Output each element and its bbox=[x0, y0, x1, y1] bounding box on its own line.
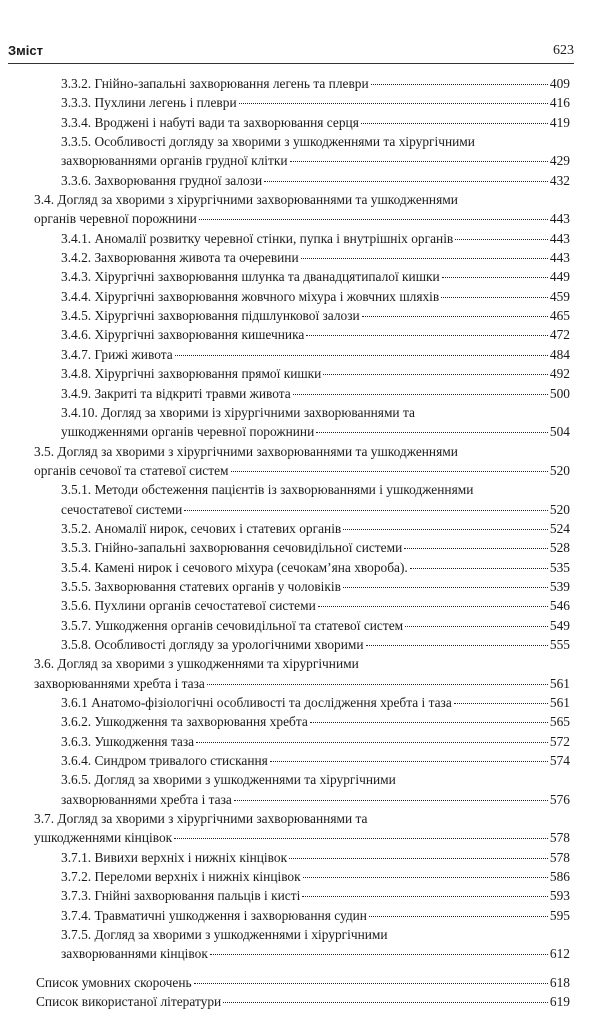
toc-entry[interactable] bbox=[61, 480, 570, 519]
toc-entry-text: 3.5.7. Ушкодження органів сечовидільної та статевої систем bbox=[61, 617, 404, 633]
toc-entry-text: 3.5.2. Аномалії нирок, сечових і статевих органів bbox=[61, 520, 342, 536]
toc-entry-row bbox=[61, 538, 570, 557]
toc-page-number: 549 bbox=[549, 617, 570, 633]
toc-entry[interactable] bbox=[61, 906, 570, 925]
toc-entry-text: 3.4.8. Хірургічні захворювання прямої кишки bbox=[61, 366, 322, 382]
toc-entry-row bbox=[61, 867, 570, 886]
toc-entry-row bbox=[61, 596, 570, 615]
toc-page-number: 492 bbox=[549, 366, 570, 382]
dot-leader bbox=[441, 297, 548, 298]
toc-entry[interactable] bbox=[61, 403, 570, 442]
toc-entry-text: захворюваннями хребта і таза bbox=[61, 791, 232, 807]
toc-entry-row bbox=[61, 848, 570, 867]
dot-leader bbox=[343, 587, 548, 588]
table-of-contents bbox=[0, 74, 600, 1012]
toc-entry-text: 3.5.8. Особливості догляду за урологічними хворими bbox=[61, 636, 364, 652]
toc-entry-text: 3.7.2. Переломи верхніх і нижніх кінцівок bbox=[61, 869, 301, 885]
toc-entry[interactable] bbox=[61, 93, 570, 112]
toc-entry-row bbox=[61, 422, 570, 441]
dot-leader bbox=[289, 858, 548, 859]
toc-entry-text: органів черевної порожнини bbox=[34, 211, 197, 227]
toc-page-number: 504 bbox=[549, 424, 570, 440]
dot-leader bbox=[310, 722, 548, 723]
dot-leader bbox=[455, 239, 548, 240]
toc-page-number: 578 bbox=[549, 830, 570, 846]
toc-entry[interactable] bbox=[61, 132, 570, 171]
toc-entry-text: 3.4.3. Хірургічні захворювання шлунка та дванадцятипалої кишки bbox=[61, 269, 440, 285]
toc-page-number: 472 bbox=[549, 327, 570, 343]
toc-page-number: 565 bbox=[549, 714, 570, 730]
dot-leader bbox=[302, 896, 548, 897]
toc-page-number: 429 bbox=[549, 153, 570, 169]
toc-entry-row bbox=[61, 616, 570, 635]
toc-entry-text: 3.4. Догляд за хворими з хірургічними захворюваннями та ушкодженнями bbox=[34, 192, 458, 208]
toc-entry-row bbox=[36, 973, 570, 992]
toc-entry-text: 3.6.1 Анатомо-фізіологічні особливості та дослідження хребта і таза bbox=[61, 695, 452, 710]
toc-entry-text: 3.7.4. Травматичні ушкодження і захворювання судин bbox=[61, 907, 367, 923]
toc-page-number: 618 bbox=[549, 974, 570, 990]
toc-entry-row bbox=[34, 461, 570, 480]
toc-entry[interactable] bbox=[61, 306, 570, 325]
toc-page-number: 619 bbox=[549, 994, 570, 1010]
toc-entry-row bbox=[61, 229, 570, 248]
toc-entry-row bbox=[61, 345, 570, 364]
toc-page-number: 576 bbox=[549, 791, 570, 807]
toc-page-number: 561 bbox=[549, 675, 570, 691]
dot-leader bbox=[306, 335, 548, 336]
toc-page-number: 520 bbox=[549, 501, 570, 517]
toc-entry[interactable] bbox=[61, 345, 570, 364]
dot-leader bbox=[210, 954, 548, 955]
toc-entry[interactable] bbox=[61, 171, 570, 190]
toc-entry-text: ушкодженнями органів черевної порожнини bbox=[61, 424, 315, 440]
toc-entry[interactable] bbox=[61, 538, 570, 557]
toc-entry-row bbox=[36, 992, 570, 1011]
dot-leader bbox=[361, 123, 548, 124]
toc-entry-row bbox=[61, 306, 570, 325]
dot-leader bbox=[207, 684, 548, 685]
toc-page-number: 555 bbox=[549, 636, 570, 652]
toc-entry[interactable] bbox=[61, 925, 570, 964]
toc-entry-text: 3.4.5. Хірургічні захворювання підшлункової залози bbox=[61, 308, 360, 324]
toc-entry[interactable] bbox=[61, 74, 570, 93]
toc-entry-row bbox=[61, 558, 570, 577]
dot-leader bbox=[301, 258, 548, 259]
toc-page-number: 409 bbox=[549, 76, 570, 91]
toc-entry-text: 3.4.4. Хірургічні захворювання жовчного міхура і жовчних шляхів bbox=[61, 288, 440, 304]
toc-entry-text: захворюваннями кінцівок bbox=[61, 946, 208, 962]
dot-leader bbox=[405, 626, 548, 627]
toc-page-number: 535 bbox=[549, 559, 570, 575]
toc-entry[interactable] bbox=[61, 287, 570, 306]
toc-page-number: 586 bbox=[549, 869, 570, 885]
toc-entry-row bbox=[61, 906, 570, 925]
toc-entry-row bbox=[61, 751, 570, 770]
toc-page-number: 465 bbox=[549, 308, 570, 324]
toc-entry-text: 3.6.3. Ушкодження таза bbox=[61, 733, 195, 749]
toc-entry-text: ушкодженнями кінцівок bbox=[34, 830, 173, 846]
dot-leader bbox=[264, 181, 548, 182]
toc-entry-row bbox=[61, 267, 570, 286]
toc-entry-row bbox=[61, 325, 570, 344]
toc-page-number: 520 bbox=[549, 462, 570, 478]
toc-entry-row bbox=[61, 93, 570, 112]
dot-leader bbox=[270, 761, 548, 762]
toc-page-number: 593 bbox=[549, 888, 570, 904]
header-title: Зміст bbox=[8, 43, 43, 58]
toc-entry[interactable] bbox=[34, 809, 570, 848]
toc-entry-text: 3.7. Догляд за хворими з хірургічними захворюваннями та bbox=[34, 811, 368, 827]
toc-page-number: 500 bbox=[549, 385, 570, 401]
toc-page-number: 578 bbox=[549, 849, 570, 865]
dot-leader bbox=[174, 838, 548, 839]
toc-entry-row bbox=[61, 500, 570, 519]
toc-page-number: 612 bbox=[549, 946, 570, 962]
toc-entry-text: 3.4.1. Аномалії розвитку черевної стінки, пупка і внутрішніх органів bbox=[61, 230, 454, 246]
toc-entry-text: 3.6. Догляд за хворими з ушкодженнями та хірургічними bbox=[34, 656, 359, 672]
toc-entry[interactable] bbox=[34, 654, 570, 693]
dot-leader bbox=[316, 432, 548, 433]
toc-page-number: 595 bbox=[549, 907, 570, 923]
toc-page-number: 459 bbox=[549, 288, 570, 304]
toc-entry-row bbox=[34, 674, 570, 693]
toc-entry-text: 3.5.4. Камені нирок і сечового міхура (сечокам’яна хвороба). bbox=[61, 559, 408, 575]
dot-leader bbox=[362, 316, 548, 317]
dot-leader bbox=[290, 161, 548, 162]
toc-entry-row bbox=[61, 577, 570, 596]
toc-page-number: 572 bbox=[549, 733, 570, 749]
toc-entry[interactable] bbox=[61, 577, 570, 596]
toc-entry[interactable] bbox=[61, 751, 570, 770]
toc-gap bbox=[0, 964, 600, 973]
dot-leader bbox=[369, 916, 548, 917]
toc-entry-row bbox=[61, 635, 570, 654]
toc-entry[interactable] bbox=[61, 770, 570, 809]
toc-entry[interactable] bbox=[34, 190, 570, 229]
toc-page-number: 443 bbox=[549, 230, 570, 246]
toc-page-number: 484 bbox=[549, 346, 570, 362]
toc-entry-text: органів сечової та статевої систем bbox=[34, 462, 229, 478]
toc-page-number: 539 bbox=[549, 578, 570, 594]
header-page-number: 623 bbox=[553, 43, 574, 58]
toc-entry-text: 3.4.6. Хірургічні захворювання кишечника bbox=[61, 327, 305, 343]
toc-entry-text: сечостатевої системи bbox=[61, 501, 183, 517]
toc-entry[interactable] bbox=[61, 616, 570, 635]
toc-entry[interactable] bbox=[61, 113, 570, 132]
toc-entry[interactable] bbox=[61, 267, 570, 286]
toc-entry-row bbox=[34, 209, 570, 228]
toc-entry[interactable] bbox=[61, 325, 570, 344]
toc-entry-row bbox=[61, 944, 570, 963]
toc-entry-row bbox=[61, 287, 570, 306]
dot-leader bbox=[371, 84, 548, 85]
toc-entry-row bbox=[61, 74, 570, 93]
toc-entry-row bbox=[61, 151, 570, 170]
toc-entry-row bbox=[61, 790, 570, 809]
toc-entry-text: 3.5.5. Захворювання статевих органів у чоловіків bbox=[61, 578, 341, 594]
toc-entry-text: Список використаної літератури bbox=[36, 994, 222, 1010]
toc-page-number: 432 bbox=[549, 172, 570, 188]
toc-entry-text: 3.6.4. Синдром тривалого стискання bbox=[61, 753, 268, 769]
toc-entry-row bbox=[34, 828, 570, 847]
toc-page-number: 419 bbox=[549, 114, 570, 130]
dot-leader bbox=[366, 645, 548, 646]
toc-entry-text: 3.5.6. Пухлини органів сечостатевої системи bbox=[61, 598, 316, 614]
toc-page-number: 416 bbox=[549, 95, 570, 111]
toc-entry-text: 3.3.5. Особливості догляду за хворими з ушкодженнями та хірургічними bbox=[61, 134, 475, 150]
running-header bbox=[8, 41, 574, 61]
toc-entry-text: 3.7.1. Вивихи верхніх і нижніх кінцівок bbox=[61, 849, 288, 865]
toc-entry[interactable] bbox=[61, 848, 570, 867]
toc-entry[interactable] bbox=[61, 732, 570, 751]
toc-entry-row bbox=[61, 693, 570, 712]
toc-entry-text: 3.4.9. Закриті та відкриті травми живота bbox=[61, 385, 291, 401]
toc-entry[interactable] bbox=[61, 384, 570, 403]
toc-entry-text: захворюваннями органів грудної клітки bbox=[61, 153, 288, 169]
toc-entry-text: 3.7.3. Гнійні захворювання пальців і кисті bbox=[61, 888, 301, 904]
toc-entry[interactable] bbox=[61, 693, 570, 712]
dot-leader bbox=[343, 529, 548, 530]
dot-leader bbox=[303, 877, 548, 878]
toc-entry-text: 3.3.6. Захворювання грудної залози bbox=[61, 172, 263, 188]
dot-leader bbox=[194, 983, 548, 984]
toc-entry[interactable] bbox=[61, 364, 570, 383]
toc-entry[interactable] bbox=[34, 442, 570, 481]
toc-entry-row bbox=[61, 171, 570, 190]
toc-entry-text: 3.6.5. Догляд за хворими з ушкодженнями та хірургічними bbox=[61, 772, 396, 788]
toc-entry[interactable] bbox=[61, 596, 570, 615]
toc-entry[interactable] bbox=[61, 635, 570, 654]
toc-entry[interactable] bbox=[61, 558, 570, 577]
toc-entry[interactable] bbox=[61, 229, 570, 248]
toc-entry-row bbox=[61, 113, 570, 132]
toc-entry[interactable] bbox=[36, 992, 570, 1011]
dot-leader bbox=[234, 800, 548, 801]
toc-entry-row bbox=[61, 732, 570, 751]
toc-entry-row bbox=[61, 364, 570, 383]
toc-entry[interactable] bbox=[61, 519, 570, 538]
header-rule bbox=[8, 63, 574, 64]
dot-leader bbox=[196, 742, 548, 743]
dot-leader bbox=[318, 606, 548, 607]
toc-entry-text: 3.3.2. Гнійно-запальні захворювання легень та плеври bbox=[61, 76, 369, 91]
toc-entry-text: 3.4.10. Догляд за хворими із хірургічними захворюваннями та bbox=[61, 404, 415, 420]
dot-leader bbox=[199, 219, 548, 220]
dot-leader bbox=[175, 355, 548, 356]
toc-entry-text: 3.3.4. Вроджені і набуті вади та захворювання серця bbox=[61, 114, 359, 130]
toc-page-number: 546 bbox=[549, 598, 570, 614]
dot-leader bbox=[293, 394, 548, 395]
toc-entry-text: 3.5.3. Гнійно-запальні захворювання сечовидільної системи bbox=[61, 540, 403, 556]
toc-entry-row bbox=[61, 886, 570, 905]
dot-leader bbox=[442, 277, 548, 278]
toc-page-number: 528 bbox=[549, 540, 570, 556]
toc-entry[interactable] bbox=[36, 973, 570, 992]
toc-entry-text: Список умовних скорочень bbox=[36, 974, 192, 990]
toc-page-number: 443 bbox=[549, 211, 570, 227]
toc-entry-text: 3.4.7. Грижі живота bbox=[61, 346, 173, 362]
toc-entry-text: 3.7.5. Догляд за хворими з ушкодженнями і хірургічними bbox=[61, 927, 388, 943]
toc-entry-text: 3.5.1. Методи обстеження пацієнтів із захворюваннями і ушкодженнями bbox=[61, 482, 474, 498]
dot-leader bbox=[239, 103, 548, 104]
dot-leader bbox=[323, 374, 548, 375]
dot-leader bbox=[223, 1002, 548, 1003]
dot-leader bbox=[410, 568, 548, 569]
toc-entry-text: 3.3.3. Пухлини легень і плеври bbox=[61, 95, 237, 111]
toc-entry-row bbox=[61, 248, 570, 267]
toc-entry-text: 3.6.2. Ушкодження та захворювання хребта bbox=[61, 714, 308, 730]
toc-entry[interactable] bbox=[61, 886, 570, 905]
toc-page-number: 524 bbox=[549, 520, 570, 536]
toc-entry-text: захворюваннями хребта і таза bbox=[34, 675, 205, 691]
dot-leader bbox=[184, 510, 548, 511]
toc-entry[interactable] bbox=[61, 248, 570, 267]
toc-page-number: 574 bbox=[549, 753, 570, 769]
toc-entry-row bbox=[61, 519, 570, 538]
dot-leader bbox=[404, 548, 548, 549]
toc-entry-row bbox=[61, 712, 570, 731]
toc-page-number: 443 bbox=[549, 250, 570, 266]
toc-entry[interactable] bbox=[61, 867, 570, 886]
toc-entry-row bbox=[61, 384, 570, 403]
toc-entry-text: 3.4.2. Захворювання живота та очеревини bbox=[61, 250, 299, 266]
toc-entry-text: 3.5. Догляд за хворими з хірургічними захворюваннями та ушкодженнями bbox=[34, 443, 458, 459]
toc-page-number: 561 bbox=[549, 695, 570, 710]
dot-leader bbox=[454, 703, 548, 704]
toc-entry[interactable] bbox=[61, 712, 570, 731]
toc-page-number: 449 bbox=[549, 269, 570, 285]
dot-leader bbox=[231, 471, 548, 472]
